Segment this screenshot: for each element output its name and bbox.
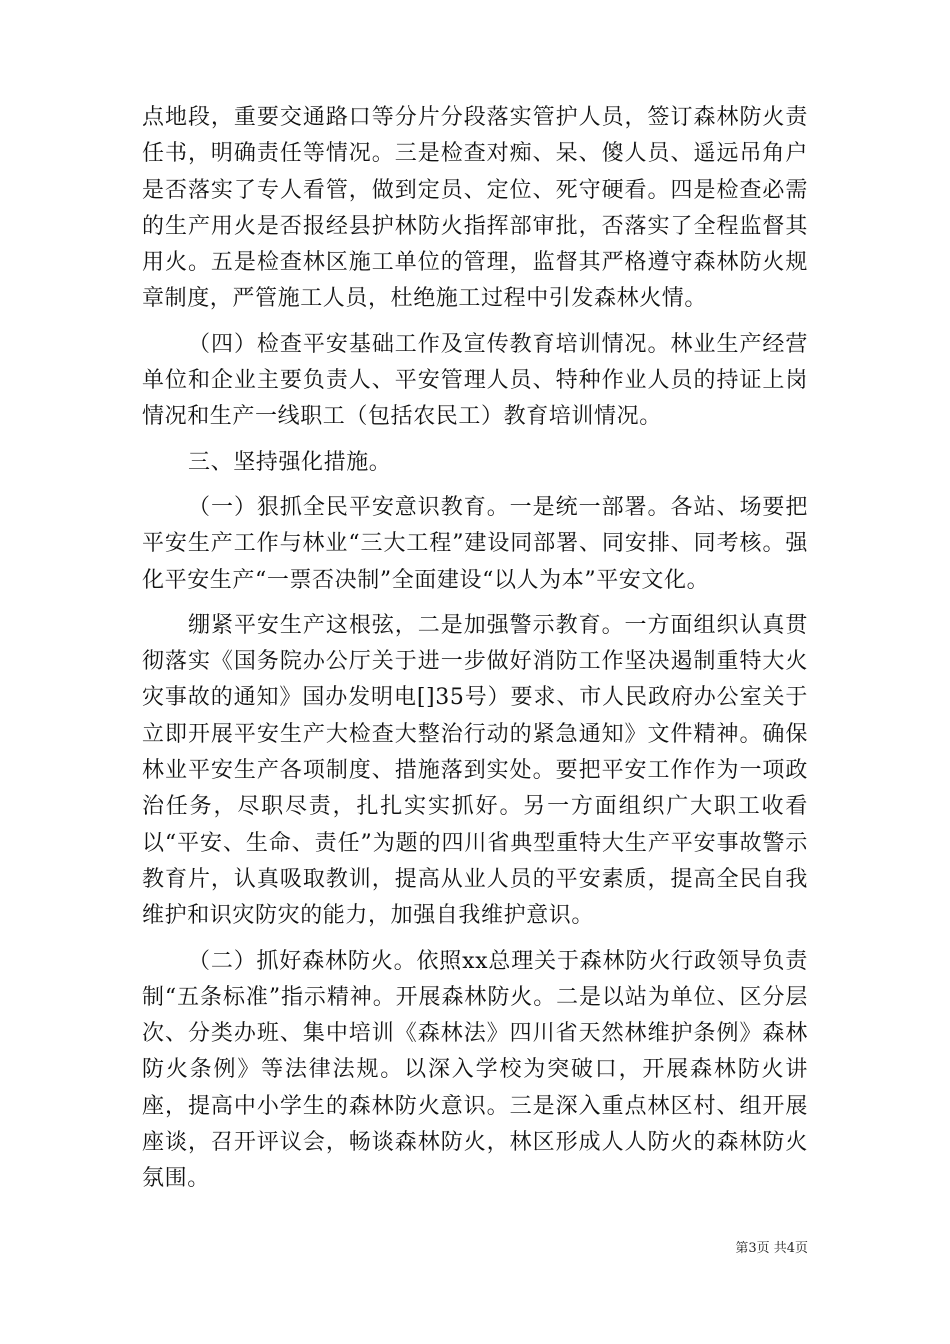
paragraph-2: （四）检查平安基础工作及宣传教育培训情况。林业生产经营单位和企业主要负责人、平安管理人员、特种作业人员的持证上岗情况和生产一线职工（包括农民工）教育培训情况。: [142, 331, 808, 430]
section-heading-3: 三、坚持强化措施。: [188, 449, 392, 475]
paragraph-1: 点地段，重要交通路口等分片分段落实管护人员，签订森林防火责任书，明确责任等情况。三是检查对痴、呆、傻人员、遥远吊角户是否落实了专人看管，做到定员、定位、死守硬看。四是检查必需的生产用火是否报经县护林防火指挥部审批，否落实了全程监督其用火。五是检查林区施工单位的管理，监督其严格遵守森林防火规章制度，严管施工人员，杜绝施工过程中引发森林火情。: [142, 105, 808, 312]
paragraph-5: 绷紧平安生产这根弦，二是加强警示教育。一方面组织认真贯彻落实《国务院办公厅关于进一步做好消防工作坚决遏制重特大火灾事故的通知》国办发明电[]35号）要求、市人民政府办公室关于立即开展平安生产大检查大整治行动的紧急通知》文件精神。确保林业平安生产各项制度、措施落到实处。要把平安工作作为一项政治任务，尽职尽责，扎扎实实抓好。另一方面组织广大职工收看以“平安、生命、责任”为题的四川省典型重特大生产平安事故警示教育片，认真吸取教训，提高从业人员的平安素质，提高全民自我维护和识灾防灾的能力，加强自我维护意识。: [142, 612, 808, 929]
page-number-footer: 第3页 共4页: [735, 1241, 808, 1256]
document-body: [142, 100, 808, 1207]
paragraph-6: （二）抓好森林防火。依照xx总理关于森林防火行政领导负责制“五条标准”指示精神。开展森林防火。二是以站为单位、区分层次、分类办班、集中培训《森林法》四川省天然林维护条例》森林防火条例》等法律法规。以深入学校为突破口，开展森林防火讲座，提高中小学生的森林防火意识。三是深入重点林区村、组开展座谈，召开评议会，畅谈森林防火，林区形成人人防火的森林防火氛围。: [142, 948, 808, 1192]
paragraph-4: （一）狠抓全民平安意识教育。一是统一部署。各站、场要把平安生产工作与林业“三大工程”建设同部署、同安排、同考核。强化平安生产“一票否决制”全面建设“以人为本”平安文化。: [142, 494, 808, 593]
